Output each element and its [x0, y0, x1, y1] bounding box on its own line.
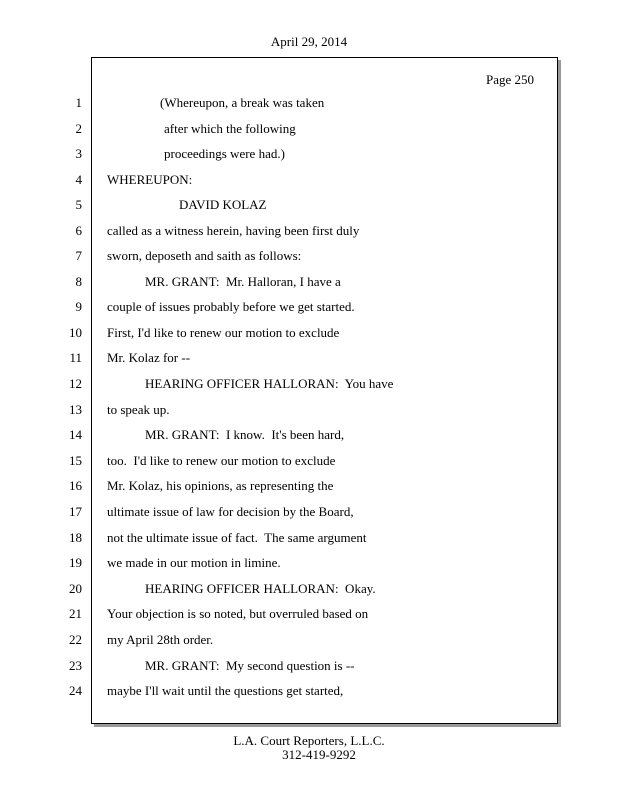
line-number: 4	[75, 172, 82, 187]
line-number: 6	[75, 223, 82, 238]
line-number: 12	[69, 376, 82, 391]
transcript-line: Your objection is so noted, but overruled based on	[107, 606, 369, 621]
transcript-line: HEARING OFFICER HALLORAN: You have	[145, 376, 394, 391]
page-number: Page 250	[486, 72, 535, 87]
line-number: 23	[69, 658, 82, 673]
line-number: 21	[69, 606, 82, 621]
transcript-line: to speak up.	[107, 402, 170, 417]
transcript-line: WHEREUPON:	[107, 172, 193, 187]
transcript-line: after which the following	[164, 121, 296, 136]
line-number: 19	[69, 555, 82, 570]
line-number: 24	[69, 683, 82, 698]
line-number: 2	[75, 121, 82, 136]
line-number: 14	[69, 427, 82, 442]
transcript-line: maybe I'll wait until the questions get started,	[107, 683, 344, 698]
header-date: April 29, 2014	[270, 34, 348, 49]
line-number: 5	[75, 197, 82, 212]
transcript-line: couple of issues probably before we get started.	[107, 299, 355, 314]
line-number: 8	[75, 274, 82, 289]
line-number: 9	[75, 299, 82, 314]
line-number: 20	[69, 581, 82, 596]
transcript-line: too. I'd like to renew our motion to exclude	[107, 453, 336, 468]
footer-phone: 312-419-9292	[282, 747, 356, 762]
transcript-line: not the ultimate issue of fact. The same argument	[107, 530, 367, 545]
line-number: 17	[69, 504, 82, 519]
footer-company: L.A. Court Reporters, L.L.C.	[233, 733, 385, 748]
transcript-line: ultimate issue of law for decision by the Board,	[107, 504, 354, 519]
line-number: 1	[75, 95, 82, 110]
transcript-line: First, I'd like to renew our motion to exclude	[107, 325, 340, 340]
line-number: 16	[69, 478, 82, 493]
transcript-line: MR. GRANT: My second question is --	[145, 658, 355, 673]
line-number: 11	[69, 350, 82, 365]
line-number: 10	[69, 325, 82, 340]
line-number: 13	[69, 402, 82, 417]
transcript-line: DAVID KOLAZ	[179, 197, 267, 212]
transcript-line: Mr. Kolaz for --	[107, 350, 191, 365]
transcript-line: Mr. Kolaz, his opinions, as representing the	[107, 478, 334, 493]
transcript-line: we made in our motion in limine.	[107, 555, 281, 570]
transcript-line: MR. GRANT: I know. It's been hard,	[145, 427, 345, 442]
line-number: 22	[69, 632, 82, 647]
transcript-line: MR. GRANT: Mr. Halloran, I have a	[145, 274, 341, 289]
transcript-line: proceedings were had.)	[164, 146, 285, 161]
line-number: 18	[69, 530, 82, 545]
line-number: 3	[75, 146, 82, 161]
transcript-line: called as a witness herein, having been first duly	[107, 223, 360, 238]
line-number: 15	[69, 453, 82, 468]
transcript-line: sworn, deposeth and saith as follows:	[107, 248, 302, 263]
transcript-line: (Whereupon, a break was taken	[160, 95, 325, 110]
transcript-line: HEARING OFFICER HALLORAN: Okay.	[145, 581, 376, 596]
line-number: 7	[75, 248, 82, 263]
transcript-line: my April 28th order.	[107, 632, 214, 647]
